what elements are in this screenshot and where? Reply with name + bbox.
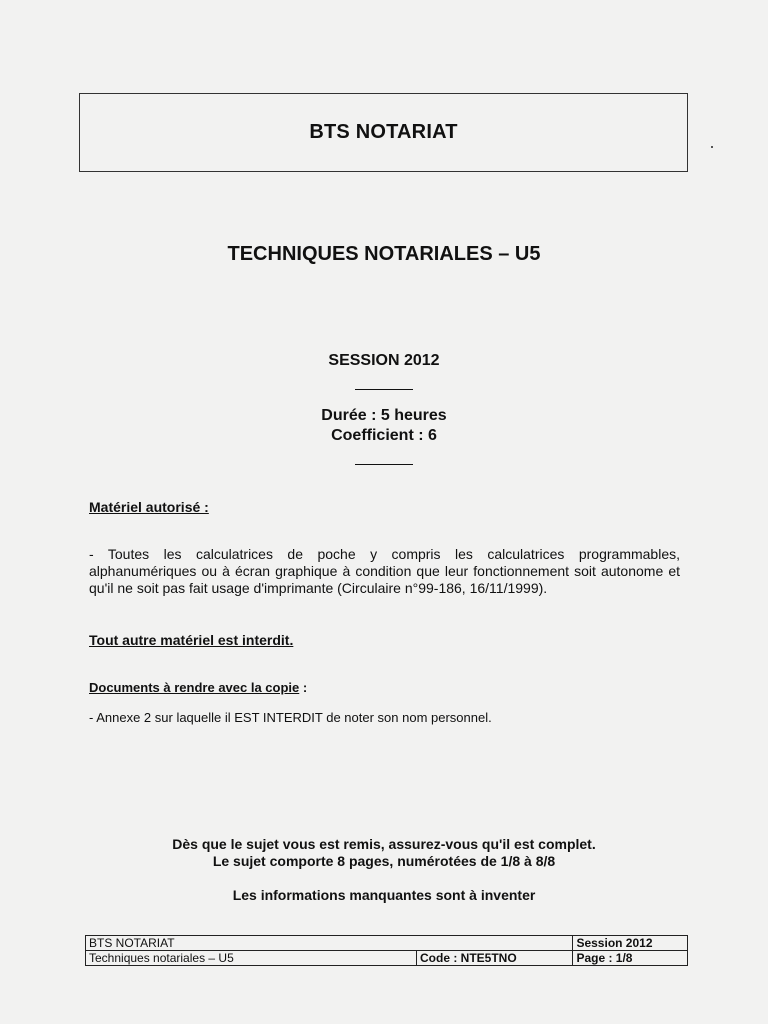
- final-note-1: Dès que le sujet vous est remis, assurez-vous qu'il est complet.: [172, 836, 596, 852]
- divider-rule: [355, 389, 413, 390]
- subject-title: TECHNIQUES NOTARIALES – U5: [227, 243, 541, 265]
- footer-subject: Techniques notariales – U5: [86, 951, 417, 966]
- documents-heading-label: Documents à rendre avec la copie: [89, 680, 300, 695]
- documents-item: - Annexe 2 sur laquelle il EST INTERDIT de noter son nom personnel.: [89, 710, 492, 725]
- documents-heading: [89, 680, 307, 695]
- footer-page: Page : 1/8: [573, 951, 688, 966]
- documents-heading-colon: :: [299, 680, 308, 695]
- footer-row: [86, 951, 688, 966]
- session-label: SESSION 2012: [328, 352, 440, 369]
- exam-title: BTS NOTARIAT: [309, 121, 458, 143]
- forbidden-notice: Tout autre matériel est interdit.: [89, 632, 294, 648]
- duration-text: Durée : 5 heures: [321, 407, 447, 424]
- footer-table: [85, 935, 688, 966]
- footer-session: Session 2012: [573, 936, 688, 951]
- coefficient-text: Coefficient : 6: [331, 427, 437, 444]
- materiel-heading: Matériel autorisé :: [89, 499, 209, 515]
- scan-speck: [711, 146, 713, 148]
- final-note-2: Le sujet comporte 8 pages, numérotées de 1/8 à 8/8: [212, 853, 556, 869]
- title-box: [79, 93, 688, 172]
- materiel-text: - Toutes les calculatrices de poche y compris les calculatrices programmables, alphanumériques ou à écran graphique à condition que leur fonctionnement soit autonome et qu'il ne soit pas fait usage d'imprimante (Circulaire n°99-186, 16/11/1999).: [89, 546, 680, 596]
- footer-row: [86, 936, 688, 951]
- footer-code: Code : NTE5TNO: [417, 951, 573, 966]
- divider-rule: [355, 464, 413, 465]
- footer-exam: BTS NOTARIAT: [86, 936, 573, 951]
- final-note-3: Les informations manquantes sont à inventer: [232, 887, 536, 903]
